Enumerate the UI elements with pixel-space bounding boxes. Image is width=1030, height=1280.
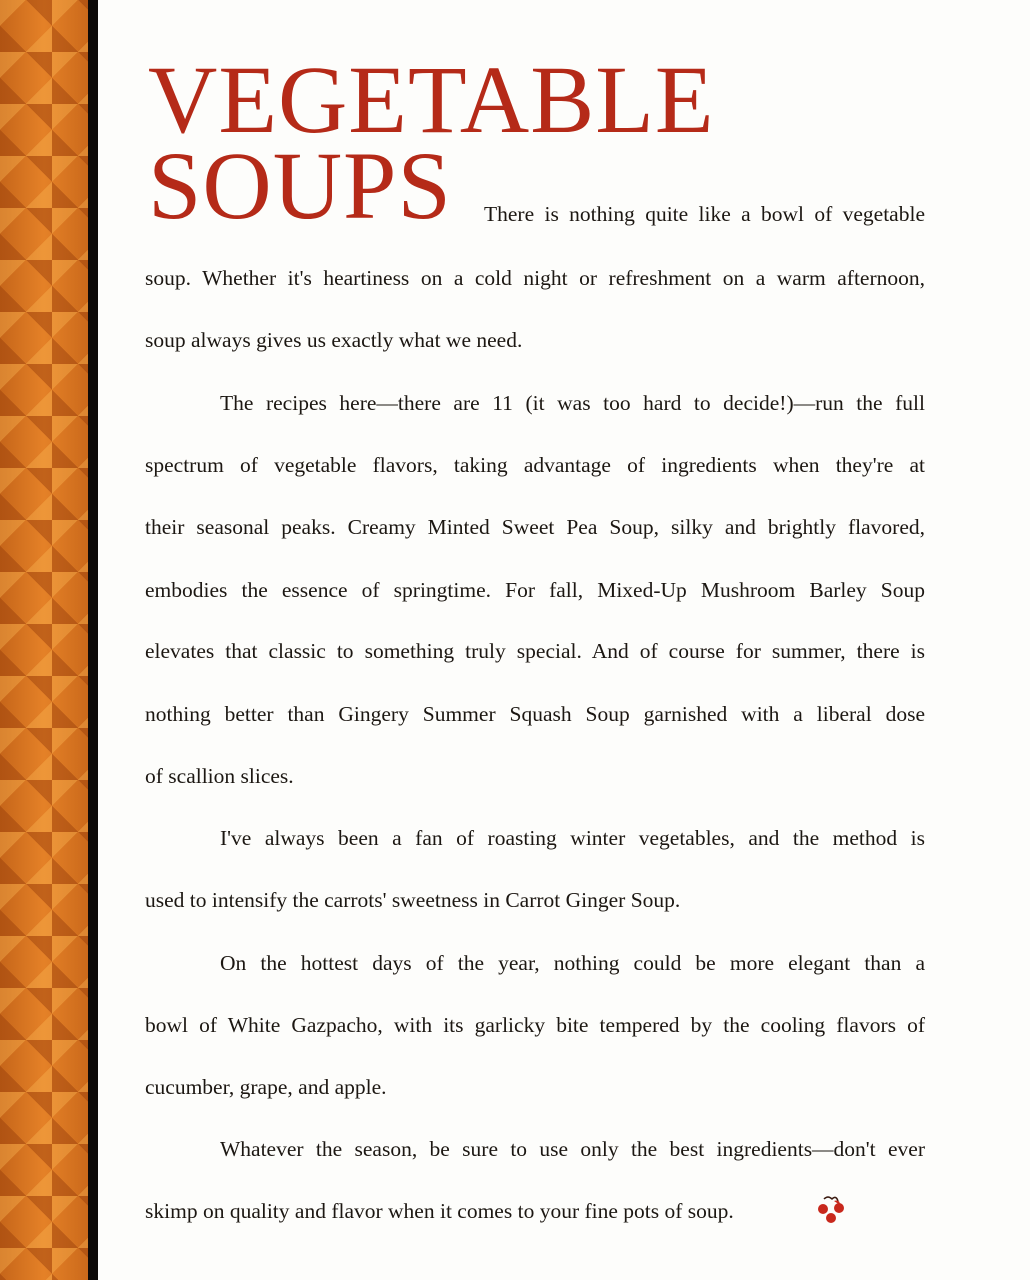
text-line: The recipes here—there are 11 (it was too hard to decide!)—run the full [220, 391, 925, 415]
text-line: I've always been a fan of roasting winter vegetables, and the method is [220, 826, 925, 850]
text-line: nothing better than Gingery Summer Squash Soup garnished with a liberal dose [145, 702, 925, 726]
floral-ornament-icon [814, 1193, 848, 1227]
text-line: embodies the essence of springtime. For fall, Mixed-Up Mushroom Barley Soup [145, 578, 925, 602]
text-line: soup. Whether it's heartiness on a cold night or refreshment on a warm afternoon, [145, 266, 925, 290]
text-line: soup always gives us exactly what we need. [145, 328, 523, 352]
text-line: skimp on quality and flavor when it comes to your fine pots of soup. [145, 1199, 734, 1223]
text-line: of scallion slices. [145, 764, 294, 788]
text-line: cucumber, grape, and apple. [145, 1075, 387, 1099]
text-line: elevates that classic to something truly special. And of course for summer, there is [145, 639, 925, 663]
text-line: their seasonal peaks. Creamy Minted Sweet Pea Soup, silky and brightly flavored, [145, 515, 925, 539]
text-line: On the hottest days of the year, nothing could be more elegant than a [220, 951, 925, 975]
text-line: spectrum of vegetable flavors, taking advantage of ingredients when they're at [145, 453, 925, 477]
text-line: bowl of White Gazpacho, with its garlicky bite tempered by the cooling flavors of [145, 1013, 925, 1037]
text-line: used to intensify the carrots' sweetness in Carrot Ginger Soup. [145, 888, 681, 912]
border-divider [88, 0, 98, 1280]
page-title-line2: SOUPS [148, 132, 452, 239]
decorative-border-pattern [0, 0, 88, 1280]
text-line: Whatever the season, be sure to use only the best ingredients—don't ever [220, 1137, 925, 1161]
text-line: There is nothing quite like a bowl of vegetable [484, 202, 925, 226]
page-title-line1: VEGETABLE [148, 46, 715, 153]
